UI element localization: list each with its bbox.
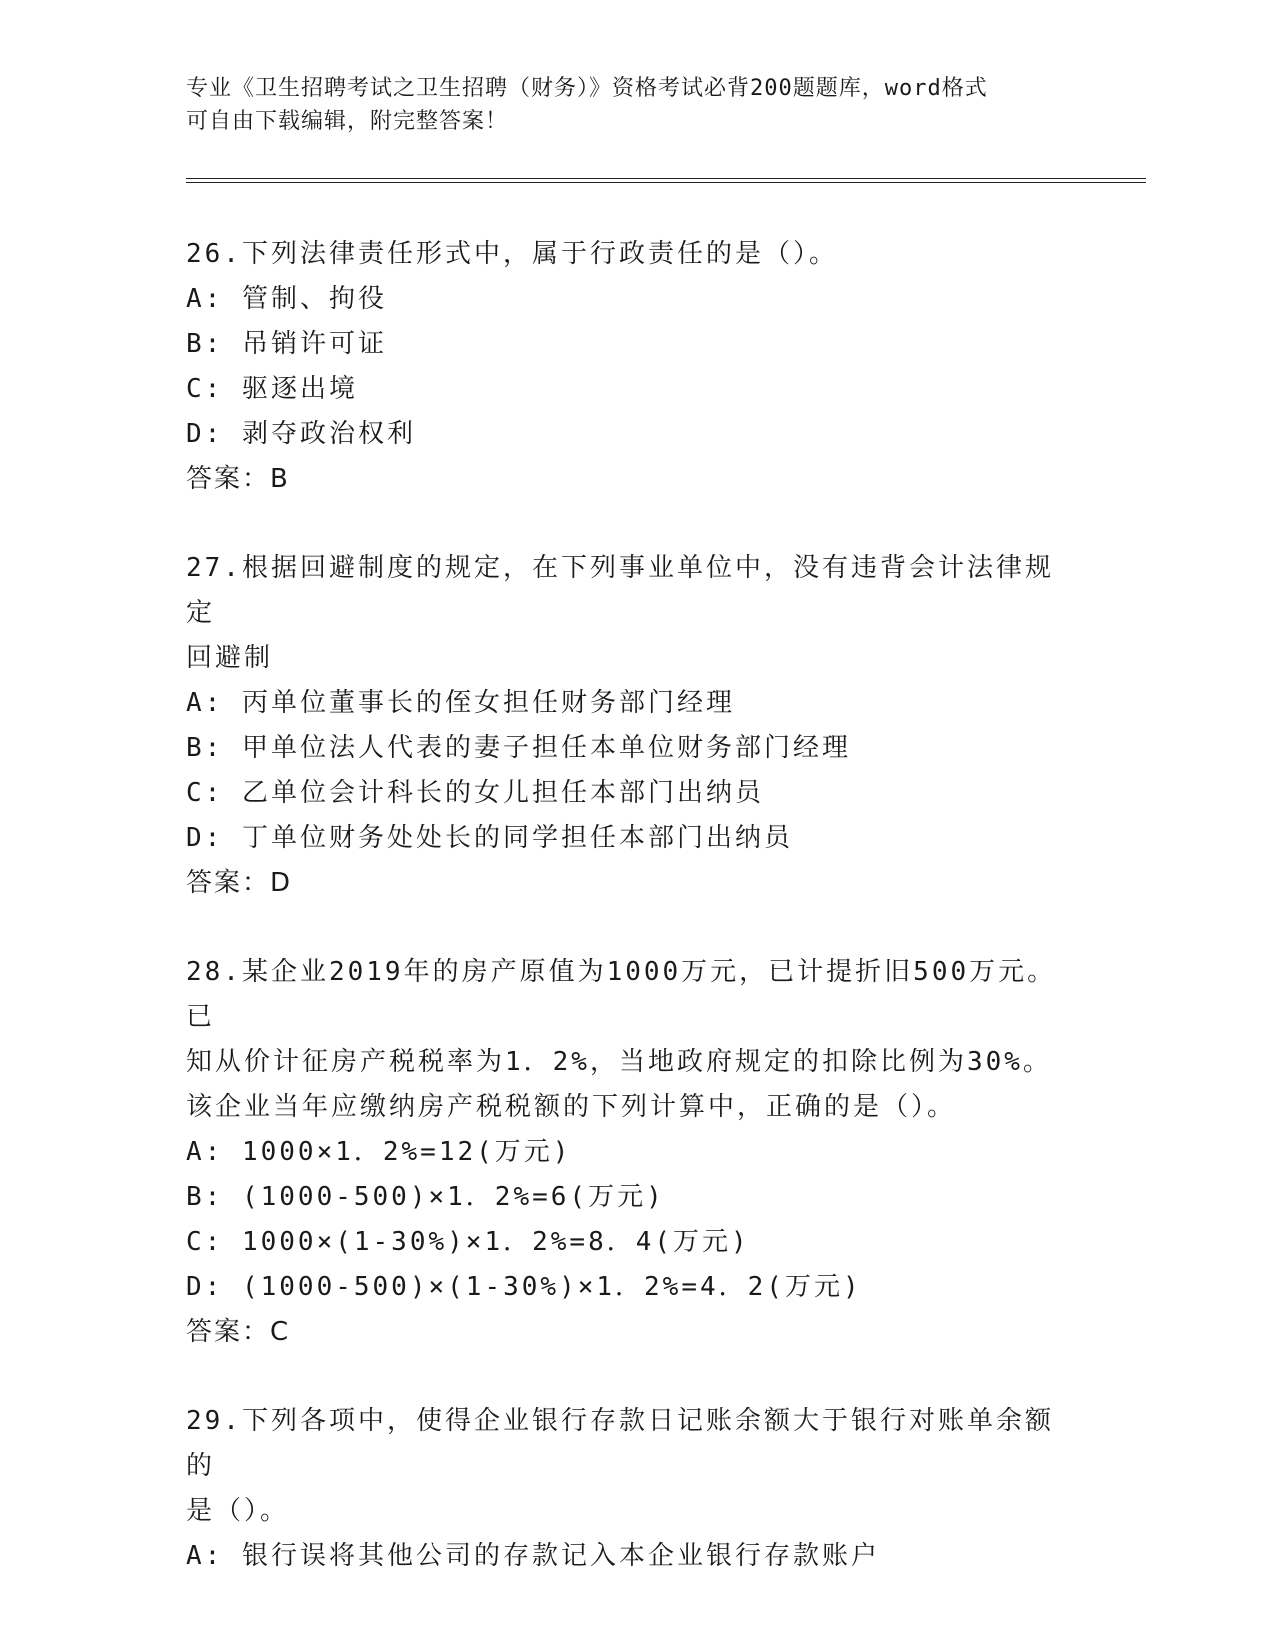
option-b: B: 吊销许可证 [186,329,387,359]
answer: 答案：D [186,868,293,898]
option-a: A: 管制、拘役 [186,284,387,314]
question-26 [186,232,1076,502]
option-c: C: 驱逐出境 [186,374,358,404]
header-line-1: 专业《卫生招聘考试之卫生招聘（财务）》资格考试必背200题题库，word格式 [186,76,988,101]
question-text: 28.某企业2019年的房产原值为1000万元，已计提折旧500万元。已 [186,957,1057,1032]
header-divider-top [186,178,1146,179]
question-text-cont: 是（）。 [186,1496,290,1526]
option-a: A: 银行误将其他公司的存款记入本企业银行存款账户 [186,1541,880,1571]
question-27 [186,546,1076,906]
question-text-cont: 回避制 [186,643,274,673]
question-text-cont: 知从价计征房产税税率为1．2%，当地政府规定的扣除比例为30%。 [186,1047,1052,1077]
option-d: D: 剥夺政治权利 [186,419,416,449]
question-text: 27.根据回避制度的规定，在下列事业单位中，没有违背会计法律规定 [186,553,1054,628]
question-list [186,232,1076,1623]
answer: 答案：C [186,1317,291,1347]
answer: 答案：B [186,464,290,494]
option-b: B: (1000-500)×1．2%=6(万元) [186,1182,665,1212]
header-divider-bottom [186,182,1146,183]
option-c: C: 1000×(1-30%)×1．2%=8．4(万元) [186,1227,750,1257]
question-text-cont: 该企业当年应缴纳房产税税额的下列计算中，正确的是（）。 [186,1092,957,1122]
option-d: D: 丁单位财务处处长的同学担任本部门出纳员 [186,823,793,853]
option-b: B: 甲单位法人代表的妻子担任本单位财务部门经理 [186,733,851,763]
question-29 [186,1399,1076,1579]
option-a: A: 1000×1．2%=12(万元) [186,1137,572,1167]
question-text: 26.下列法律责任形式中，属于行政责任的是（）。 [186,239,838,269]
document-header [186,72,1066,138]
option-d: D: (1000-500)×(1-30%)×1．2%=4．2(万元) [186,1272,862,1302]
option-c: C: 乙单位会计科长的女儿担任本部门出纳员 [186,778,764,808]
question-text: 29.下列各项中，使得企业银行存款日记账余额大于银行对账单余额的 [186,1406,1054,1481]
question-28 [186,950,1076,1355]
header-line-2: 可自由下载编辑，附完整答案！ [186,109,509,134]
option-a: A: 丙单位董事长的侄女担任财务部门经理 [186,688,735,718]
